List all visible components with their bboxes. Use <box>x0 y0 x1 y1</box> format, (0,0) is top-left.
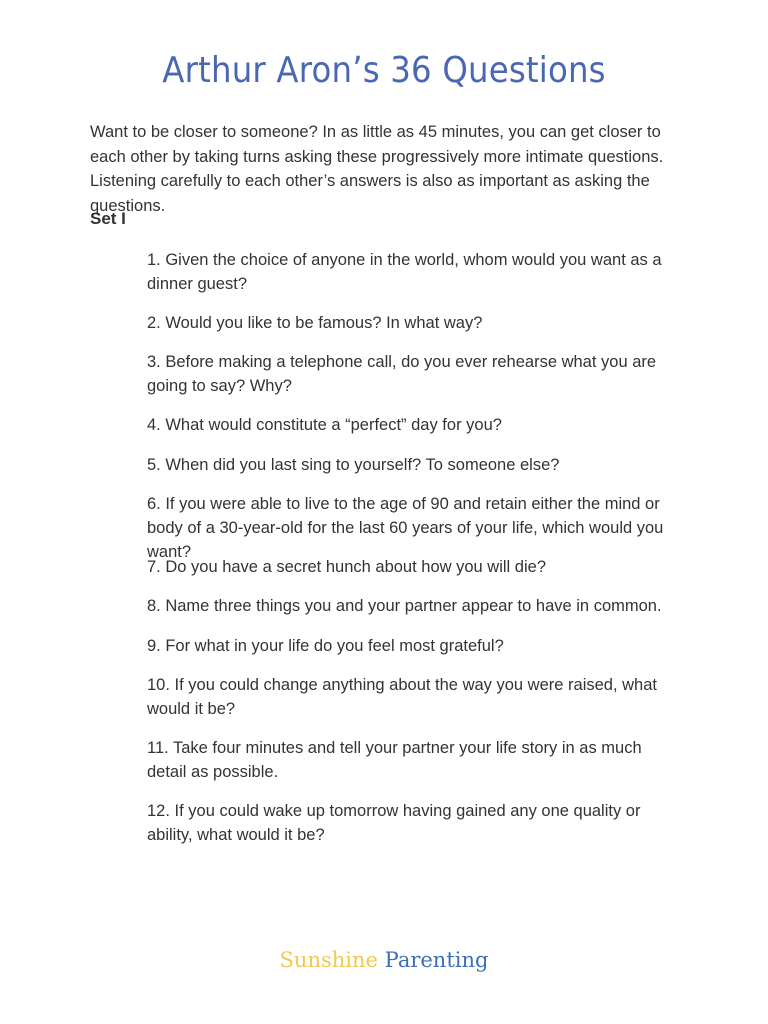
brand-sunshine: Sunshine <box>279 948 378 972</box>
set-heading: Set I <box>90 209 126 228</box>
question-item: 6. If you were able to live to the age of 90 and retain either the mind or body of a 30-year-old for the last 60 years of your life, which would you want? <box>147 495 664 561</box>
question-item: 12. If you could wake up tomorrow having gained any one quality or ability, what would it be? <box>147 802 641 844</box>
question-item: 7. Do you have a secret hunch about how you will die? <box>147 558 546 576</box>
question-item: 4. What would constitute a “perfect” day for you? <box>147 416 502 434</box>
question-item: 9. For what in your life do you feel most grateful? <box>147 637 504 655</box>
question-item: 1. Given the choice of anyone in the world, whom would you want as a dinner guest? <box>147 251 662 293</box>
question-item: 2. Would you like to be famous? In what way? <box>147 314 483 332</box>
intro-paragraph: Want to be closer to someone? In as little as 45 minutes, you can get closer to each other by taking turns asking these progressively more intimate questions. Listening carefully to each other’s answers is also as important as asking the questions. <box>90 123 664 215</box>
question-item: 5. When did you last sing to yourself? To someone else? <box>147 456 560 474</box>
page-title: Arthur Aron’s 36 Questions <box>162 50 606 91</box>
brand-footer <box>0 948 768 972</box>
question-item: 8. Name three things you and your partner appear to have in common. <box>147 597 662 615</box>
question-item: 11. Take four minutes and tell your partner your life story in as much detail as possible. <box>147 739 642 781</box>
question-item: 3. Before making a telephone call, do you ever rehearse what you are going to say? Why? <box>147 353 657 395</box>
brand-parenting: Parenting <box>377 948 489 972</box>
question-item: 10. If you could change anything about the way you were raised, what would it be? <box>147 676 657 718</box>
